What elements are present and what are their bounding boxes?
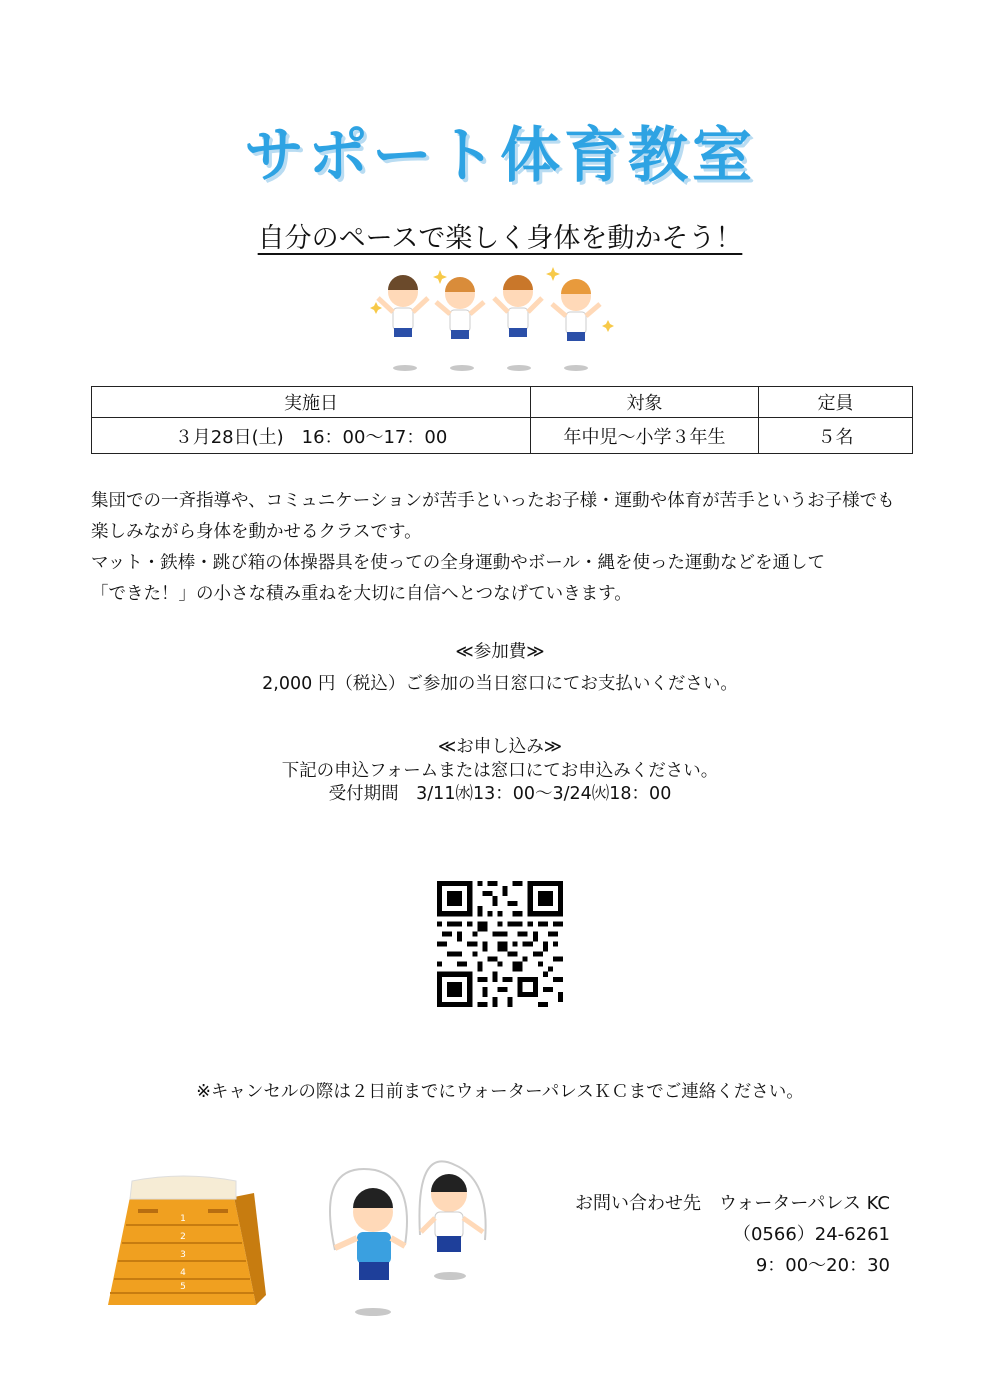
description-line: マット・鉄棒・跳び箱の体操器具を使っての全身運動やボール・縄を使った運動などを通して: [91, 553, 825, 573]
description-line: 楽しみながら身体を動かせるクラスです。: [91, 522, 422, 542]
jump-rope-kids-illustration: [305, 1160, 505, 1320]
cell-target: 年中児～小学３年生: [531, 418, 759, 454]
cancel-note: ※キャンセルの際は２日前までにウォーターパレスＫＣまでご連絡ください。: [196, 1082, 804, 1102]
table-row: [92, 418, 913, 454]
vault-number: 2: [180, 1232, 186, 1242]
cell-date: ３月28日(土) 16：00～17：00: [92, 418, 531, 454]
contact-phone: （0566）24-6261: [732, 1224, 890, 1245]
table-header-row: [92, 387, 913, 418]
contact-hours: 9：00～20：30: [755, 1255, 890, 1276]
contact-label: お問い合わせ先 ウォーターパレス KC: [575, 1193, 890, 1214]
header-target: 対象: [531, 387, 759, 418]
description-line: 「できた！」の小さな積み重ねを大切に自信へとつなげていきます。: [91, 584, 632, 604]
application-text: 下記の申込フォームまたは窓口にてお申込みください。: [281, 761, 719, 781]
qr-code[interactable]: [437, 881, 563, 1007]
vault-number: 4: [180, 1268, 186, 1278]
application-period: 受付期間 3/11㈬13：00～3/24㈫18：00: [328, 784, 672, 804]
contact-info: [560, 1188, 890, 1281]
header-capacity: 定員: [759, 387, 913, 418]
vault-number: 5: [180, 1282, 186, 1292]
vault-number: 3: [180, 1250, 186, 1260]
event-info-table: [91, 386, 913, 454]
page-title: サポート体育教室: [244, 121, 756, 191]
fee-text: 2,000 円（税込）ご参加の当日窓口にてお支払いください。: [262, 674, 738, 694]
description: [91, 486, 931, 610]
vaulting-box-illustration: [108, 1175, 268, 1311]
fee-heading: ≪参加費≫: [455, 642, 545, 662]
description-line: 集団での一斉指導や、コミュニケーションが苦手といったお子様・運動や体育が苦手というお子様でも: [91, 491, 895, 511]
header-date: 実施日: [92, 387, 531, 418]
vault-number: 1: [180, 1214, 186, 1224]
page-subtitle: 自分のペースで楽しく身体を動かそう！: [257, 223, 743, 254]
cell-capacity: ５名: [759, 418, 913, 454]
jumping-kids-illustration: [368, 262, 638, 374]
application-heading: ≪お申し込み≫: [437, 737, 563, 757]
